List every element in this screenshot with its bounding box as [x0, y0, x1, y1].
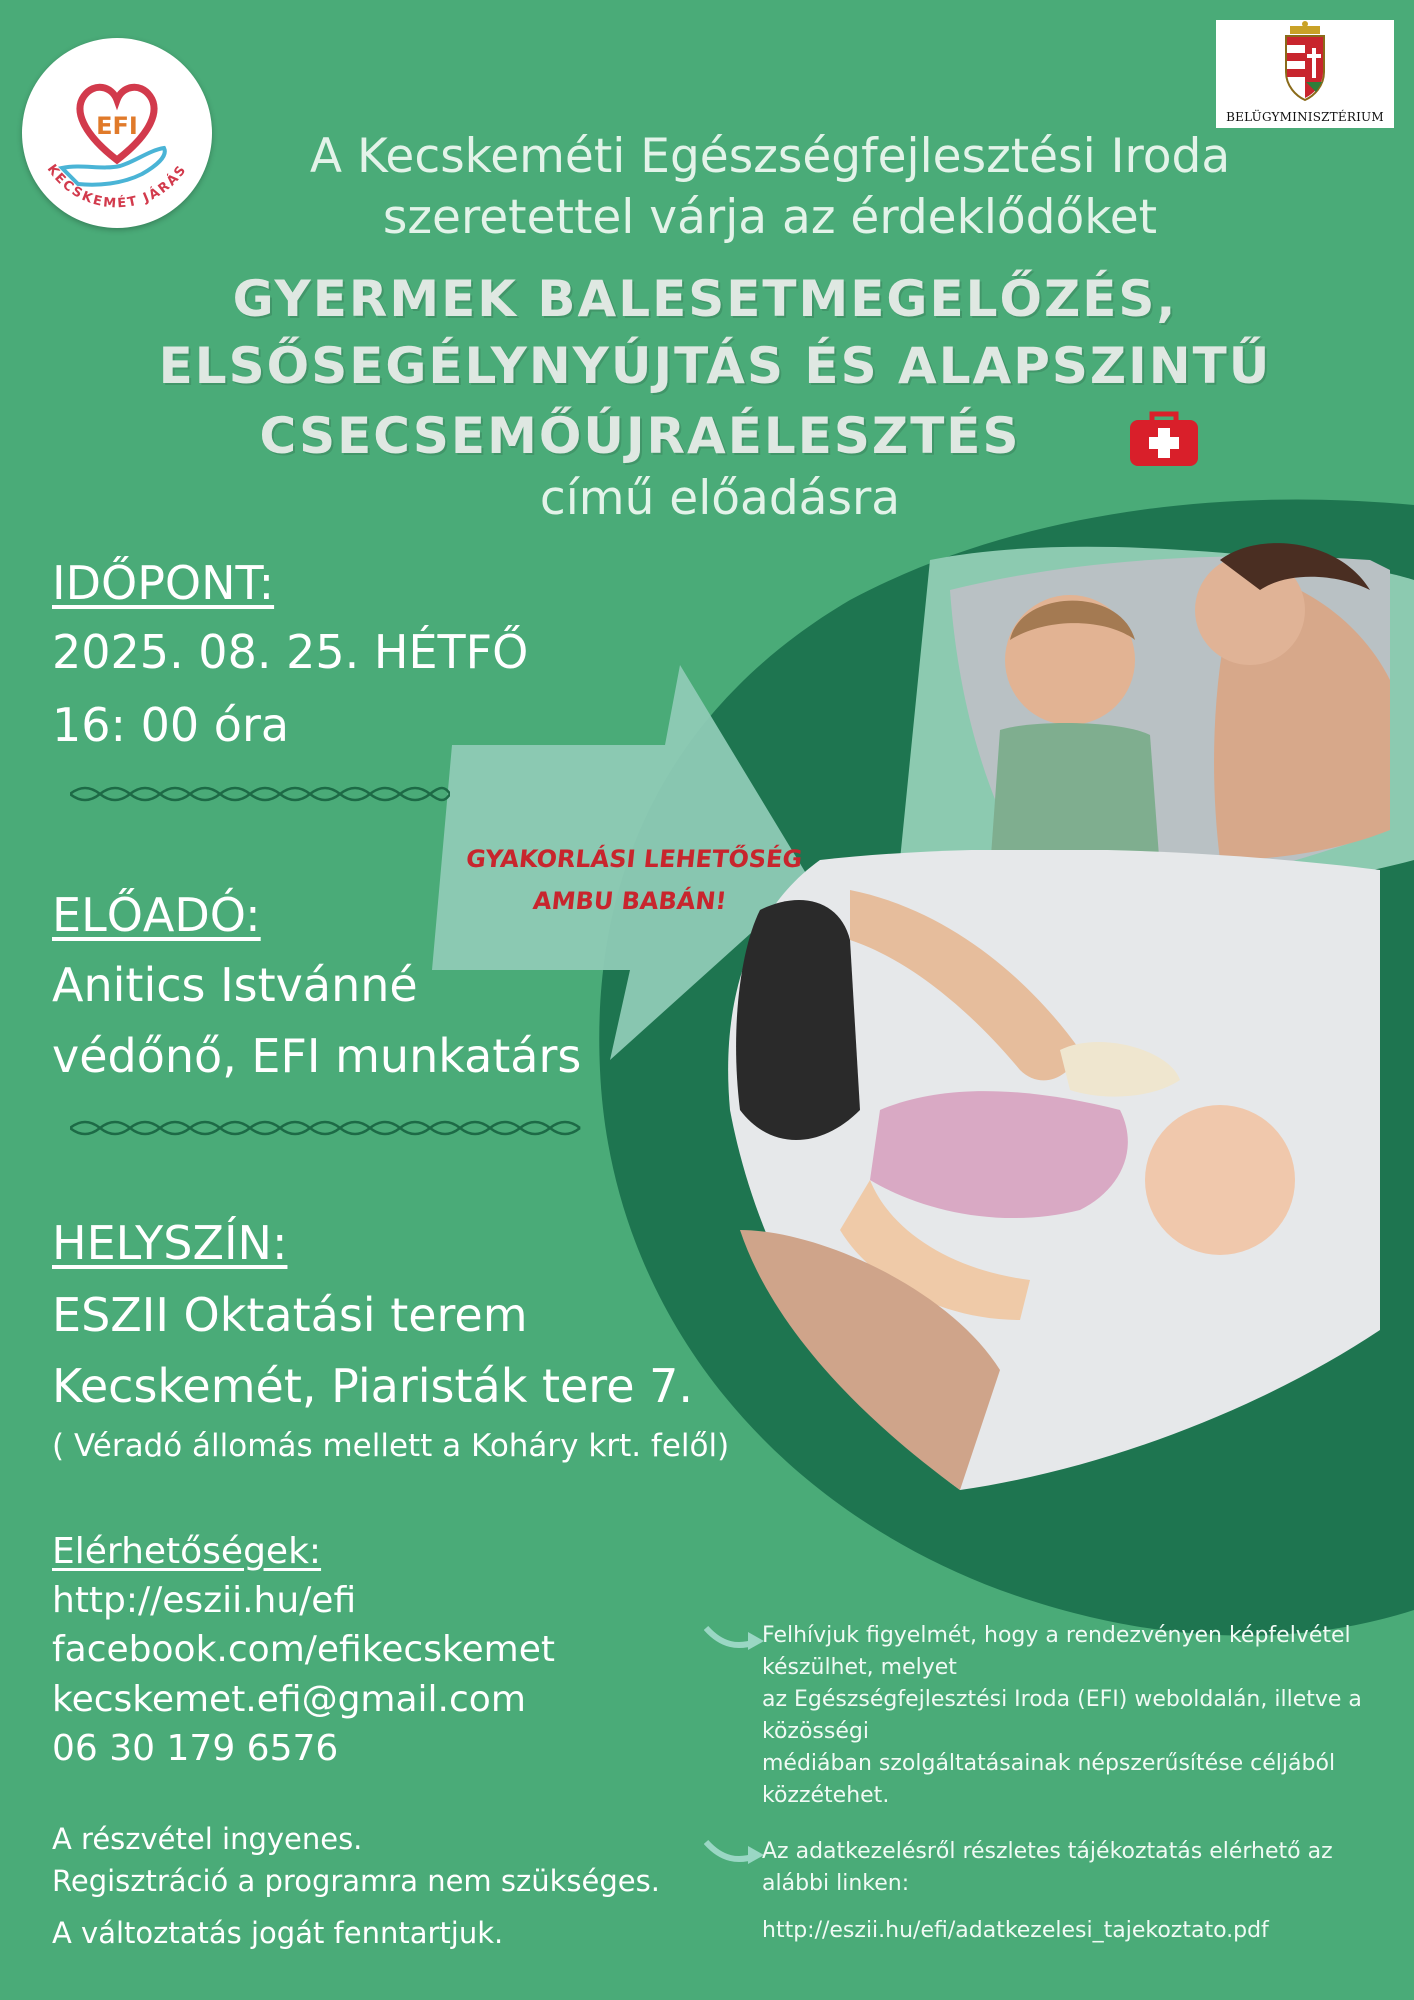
rights-note: A változtatás jogát fenntartjuk. — [52, 1916, 504, 1950]
intro-line-2: szeretettel várja az érdeklődőket — [382, 190, 1158, 245]
first-aid-kit-icon — [1128, 410, 1200, 470]
wave-divider-2 — [70, 1120, 590, 1136]
privacy-link[interactable]: http://eszii.hu/efi/adatkezelesi_tajekoztato.pdf — [762, 1918, 1269, 1943]
contact-facebook[interactable]: facebook.com/efikecskemet — [52, 1629, 556, 1670]
photo-notice-line-6: közzétehet. — [762, 1783, 890, 1808]
contact-website[interactable]: http://eszii.hu/efi — [52, 1580, 357, 1621]
privacy-notice-line-1: Az adatkezelésről részletes tájékoztatás elérhető az — [762, 1839, 1333, 1864]
photo-notice — [762, 1620, 1402, 1812]
coat-of-arms-icon — [1216, 20, 1394, 110]
speaker-name: Anitics Istvánné — [52, 958, 418, 1012]
curved-arrow-icon — [704, 1622, 766, 1656]
intro-line-3: című előadásra — [539, 471, 901, 526]
photo-notice-line-2: készülhet, melyet — [762, 1655, 957, 1680]
when-label: IDŐPONT: — [52, 556, 275, 610]
privacy-notice-line-2: alábbi linken: — [762, 1871, 910, 1896]
contacts-label: Elérhetőségek: — [52, 1531, 322, 1572]
ministry-name: BELÜGYMINISZTÉRIUM — [1226, 110, 1384, 124]
venue-name: ESZII Oktatási terem — [52, 1288, 528, 1342]
venue-address: Kecskemét, Piaristák tere 7. — [52, 1359, 694, 1413]
efi-ring-text: KECSKEMÉT JÁRÁS — [43, 161, 191, 212]
callout-line-1: GYAKORLÁSI LEHETŐSÉG — [464, 845, 804, 873]
contact-phone[interactable]: 06 30 179 6576 — [52, 1728, 339, 1769]
speaker-role: védőnő, EFI munkatárs — [52, 1029, 582, 1083]
event-date: 2025. 08. 25. HÉTFŐ — [52, 625, 529, 679]
event-title-line-2: ELSŐSEGÉLYNYÚJTÁS ÉS ALAPSZINTŰ — [158, 337, 1272, 395]
child-shirt — [990, 723, 1160, 870]
photo-notice-line-4: közösségi — [762, 1719, 869, 1744]
person-shirt — [736, 900, 860, 1140]
efi-logo-text: EFI — [96, 112, 138, 140]
curved-arrow-icon — [704, 1836, 766, 1870]
callout-line-2: AMBU BABÁN! — [531, 887, 728, 915]
speaker-label: ELŐADÓ: — [52, 888, 261, 942]
photo-infant-cpr — [700, 850, 1380, 1490]
photo-notice-line-3: az Egészségfejlesztési Iroda (EFI) weboldalán, illetve a — [762, 1687, 1362, 1712]
manikin-head — [1145, 1105, 1295, 1255]
location-label: HELYSZÍN: — [52, 1216, 288, 1270]
photo-notice-line-5: médiában szolgáltatásainak népszerűsítése céljából — [762, 1751, 1336, 1776]
intro-line-1: A Kecskeméti Egészségfejlesztési Iroda — [309, 129, 1231, 184]
venue-note: ( Véradó állomás mellett a Koháry krt. felől) — [52, 1428, 730, 1464]
ministry-logo — [1216, 20, 1394, 128]
practice-callout — [428, 838, 837, 922]
registration-note: Regisztráció a programra nem szükséges. — [52, 1864, 660, 1898]
event-time: 16: 00 óra — [52, 698, 290, 752]
wave-divider-1 — [70, 786, 450, 802]
event-title-line-3: CSECSEMŐÚJRAÉLESZTÉS — [259, 407, 1021, 465]
event-title-line-1: GYERMEK BALESETMEGELŐZÉS, — [232, 270, 1178, 328]
free-note: A részvétel ingyenes. — [52, 1822, 363, 1856]
contact-email[interactable]: kecskemet.efi@gmail.com — [52, 1679, 526, 1720]
privacy-notice — [762, 1836, 1402, 1900]
photo-notice-line-1: Felhívjuk figyelmét, hogy a rendezvényen képfelvétel — [762, 1623, 1351, 1648]
